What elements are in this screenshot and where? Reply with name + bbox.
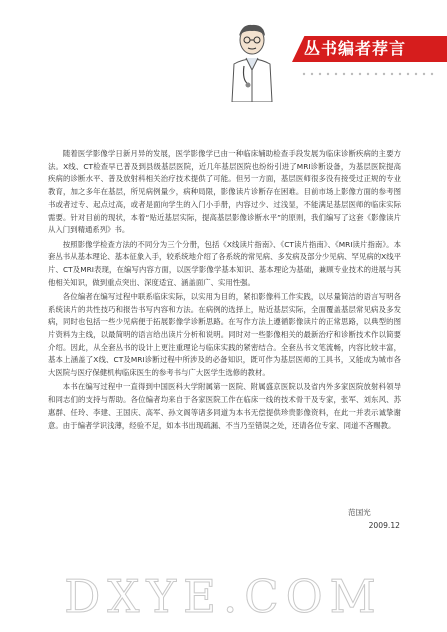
site-watermark: DXYE.COM [64,570,383,623]
paragraph: 随着医学影像学日新月异的发展，医学影像学已由一种临床辅助检查手段发展为临床诊断疾病的主要方法。X线、CT检查早已普及到县级基层医院，近几年基层医院也纷纷引进了MRI诊断设备，为基层医院提高疾病的诊断水平、普及放射科相关治疗技术提供了可能。但另一方面，基层医师很多没有接受过正规的专业教育，加之多年在基层，所见病例量少，病种局限，影像读片诊断存在困难。目前市场上影像方面的参考图书或者过专、起点过高，或者是面向学生的入门小手册，内容过少、过浅显，不能满足基层医师的临床实际需要。针对目前的现状，本着“贴近基层实际，提高基层影像诊断水平”的原则，我们编写了这套《影像读片从入门到精通系列》书。 [48,149,401,235]
paragraph: 各位编者在编写过程中联系临床实际，以实用为目的，紧扣影像科工作实践，以尽量简洁的语言写明各系统读片的共性技巧和报告书写内容和方法。在病例的选择上，贴近基层实际，全面覆盖基层常见病及多发病，同时也包括一些少见病便于拓展影像学诊断思路。在写作方法上遵循影像读片的正常思路，以典型的图片资料为主线，以最简明的语言给出读片分析和说明。同时对一些影像相关的最新治疗和诊断技术作以简要介绍。因此，从全套丛书的设计上更注重理论与临床实践的紧密结合。全套丛书文笔流畅，内容比较丰富，基本上涵盖了X线、CT及MRI诊断过程中所涉及的必备知识，既可作为基层医师的工具书，又能成为城市各大医院与医疗保健机构临床医生的参考书与广大医学生选修的教材。 [48,291,401,378]
decorative-dots-icon [300,70,440,78]
doctor-illustration-icon [224,22,280,102]
paragraph: 本书在编写过程中一直得到中国医科大学附属第一医院、附属盛京医院以及省内外多家医院放射科领导和同志们的支持与帮助。各位编者均来自于各家医院工作在临床一线的技术骨干及专家，张军、刘东风、苏惠群、任玲、李建、王国庆、高军、孙文阁等诸多同道为本书无偿提供珍贵影像资料，在此一并表示诚挚谢意。由于编者学识浅薄，经验不足，如本书出现疏漏、不当乃至错误之处，还请各位专家、同道不吝赐教。 [48,382,401,430]
signature-date: 2009.12 [368,521,400,530]
author-name: 范国光 [348,508,371,517]
series-title: 丛书编者荐言 [304,39,407,58]
signature-block [348,506,408,532]
preface-body [48,148,401,434]
paragraph: 按照影像学检查方法的不同分为三个分册，包括《X线读片指南》、《CT读片指南》、《MRI读片指南》。本套丛书从基本理论、基本征象入手，较系统地介绍了各系统的常见病、多发病及部分少见病、罕见病的X线平片、CT及MRI表现，在编写内容方面，以医学影像学基本知识、基本理论为基础，兼顾专业技术的进展与其他相关知识，做到重点突出、深度适宜、涵盖面广、实用性强。 [48,239,401,287]
